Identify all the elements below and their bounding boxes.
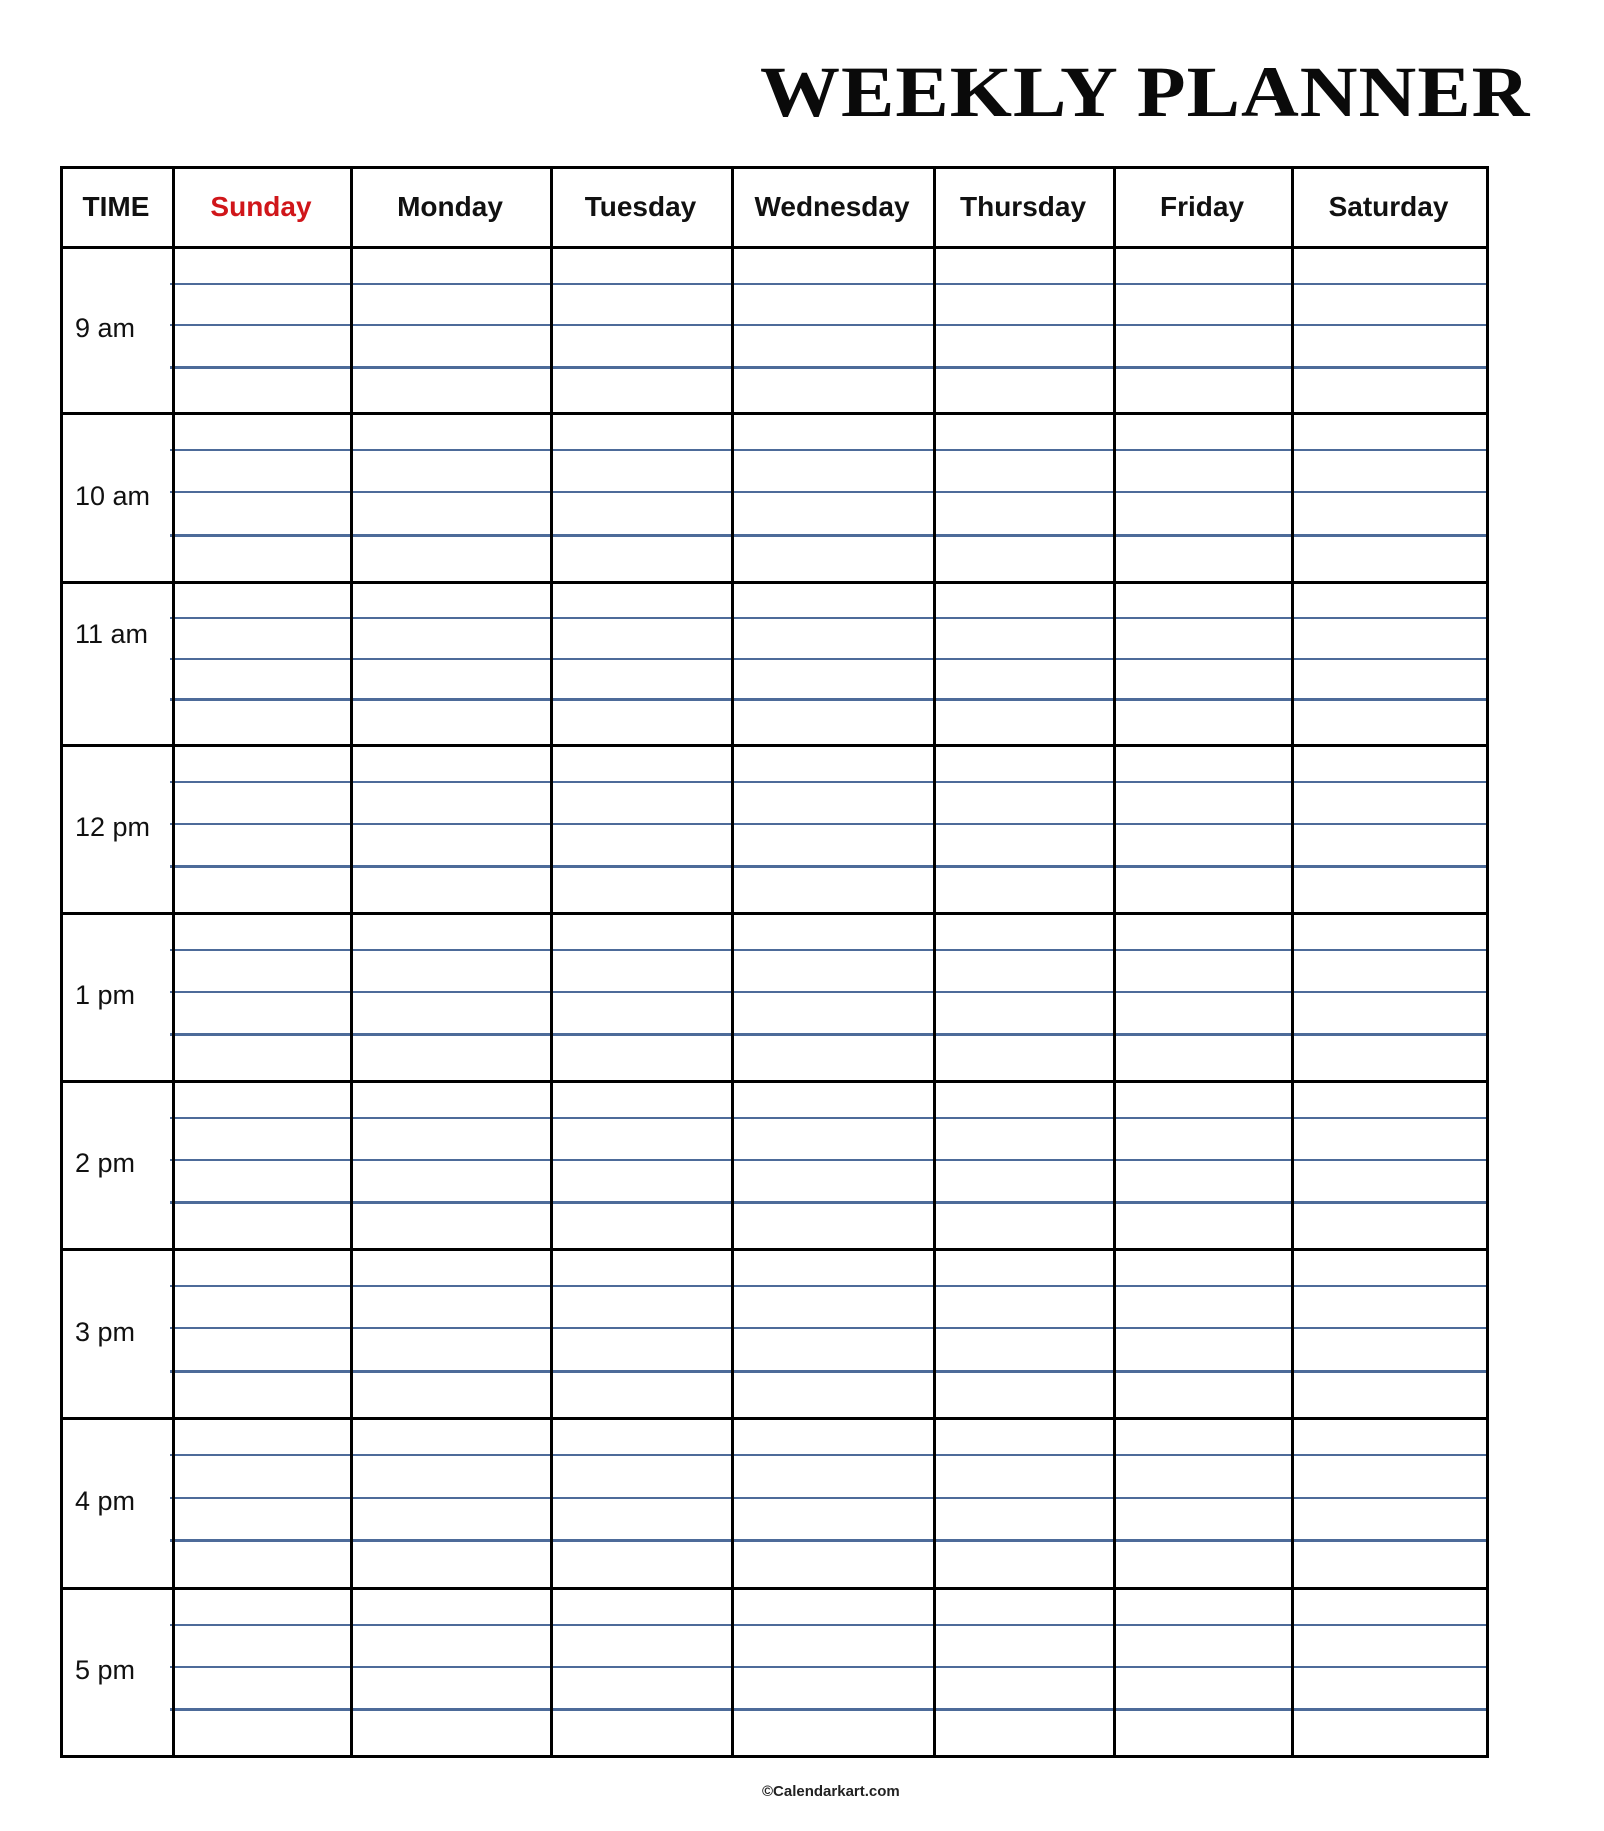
planner-cell[interactable] bbox=[1291, 744, 1486, 912]
planner-cell[interactable] bbox=[350, 412, 550, 581]
row-divider bbox=[60, 581, 1489, 584]
row-divider bbox=[60, 1587, 1489, 1590]
ruled-line bbox=[170, 865, 1486, 868]
planner-cell[interactable] bbox=[172, 1080, 350, 1248]
ruled-line bbox=[170, 658, 1486, 660]
page-title: WEEKLY PLANNER bbox=[760, 52, 1531, 133]
column-divider bbox=[1291, 166, 1294, 1758]
row-divider bbox=[60, 1080, 1489, 1083]
ruled-line bbox=[170, 1285, 1486, 1287]
row-divider bbox=[60, 1755, 1489, 1758]
planner-cell[interactable] bbox=[731, 912, 933, 1080]
time-label: 1 pm bbox=[75, 980, 136, 1010]
planner-cell[interactable] bbox=[933, 1080, 1113, 1248]
planner-cell[interactable] bbox=[1291, 1248, 1486, 1417]
time-label: 2 pm bbox=[75, 1148, 136, 1178]
column-divider bbox=[350, 166, 353, 1758]
planner-cell[interactable] bbox=[550, 1248, 731, 1417]
row-divider bbox=[60, 912, 1489, 915]
planner-cell[interactable] bbox=[1291, 581, 1486, 744]
planner-cell[interactable] bbox=[1291, 412, 1486, 581]
planner-cell[interactable] bbox=[1113, 1417, 1291, 1587]
planner-cell[interactable] bbox=[550, 581, 731, 744]
planner-cell[interactable] bbox=[172, 1248, 350, 1417]
column-divider bbox=[933, 166, 936, 1758]
planner-cell[interactable] bbox=[731, 246, 933, 412]
planner-cell[interactable] bbox=[550, 412, 731, 581]
ruled-line bbox=[170, 1624, 1486, 1626]
ruled-line bbox=[170, 1666, 1486, 1668]
planner-cell[interactable] bbox=[350, 744, 550, 912]
row-divider bbox=[60, 412, 1489, 415]
planner-cell[interactable] bbox=[1113, 744, 1291, 912]
ruled-line bbox=[170, 949, 1486, 951]
planner-cell[interactable] bbox=[350, 246, 550, 412]
column-divider bbox=[172, 166, 175, 1758]
planner-cell[interactable] bbox=[731, 1248, 933, 1417]
row-divider bbox=[60, 166, 1489, 169]
planner-cell[interactable] bbox=[731, 1417, 933, 1587]
planner-cell[interactable] bbox=[1113, 246, 1291, 412]
planner-cell[interactable] bbox=[350, 1080, 550, 1248]
ruled-line bbox=[170, 781, 1486, 783]
planner-cell[interactable] bbox=[933, 1248, 1113, 1417]
ruled-line bbox=[170, 324, 1486, 326]
ruled-line bbox=[170, 1159, 1486, 1161]
copyright-footer: ©Calendarkart.com bbox=[762, 1783, 900, 1800]
planner-cell[interactable] bbox=[172, 412, 350, 581]
header-day-wednesday: Wednesday bbox=[754, 191, 910, 222]
time-label: 9 am bbox=[75, 313, 136, 343]
ruled-line bbox=[170, 1033, 1486, 1036]
ruled-line bbox=[170, 1454, 1486, 1456]
ruled-line bbox=[170, 991, 1486, 993]
planner-cell[interactable] bbox=[1291, 912, 1486, 1080]
planner-cell[interactable] bbox=[550, 912, 731, 1080]
ruled-line bbox=[170, 1327, 1486, 1329]
column-divider bbox=[731, 166, 734, 1758]
planner-cell[interactable] bbox=[550, 1587, 731, 1755]
planner-cell[interactable] bbox=[1291, 1417, 1486, 1587]
planner-cell[interactable] bbox=[350, 1417, 550, 1587]
ruled-line bbox=[170, 1370, 1486, 1373]
row-divider bbox=[60, 246, 1489, 249]
planner-cell[interactable] bbox=[172, 912, 350, 1080]
ruled-line bbox=[170, 491, 1486, 493]
planner-cell[interactable] bbox=[933, 412, 1113, 581]
planner-cell[interactable] bbox=[731, 744, 933, 912]
header-day-thursday: Thursday bbox=[959, 191, 1087, 222]
planner-cell[interactable] bbox=[933, 912, 1113, 1080]
planner-cell[interactable] bbox=[172, 246, 350, 412]
planner-cell[interactable] bbox=[1291, 1080, 1486, 1248]
planner-cell[interactable] bbox=[1113, 1587, 1291, 1755]
planner-cell[interactable] bbox=[1291, 1587, 1486, 1755]
planner-cell[interactable] bbox=[731, 1587, 933, 1755]
time-label: 11 am bbox=[75, 619, 149, 649]
header-day-saturday: Saturday bbox=[1328, 191, 1449, 222]
planner-cell[interactable] bbox=[731, 581, 933, 744]
planner-cell[interactable] bbox=[350, 1587, 550, 1755]
column-divider bbox=[550, 166, 553, 1758]
time-label: 12 pm bbox=[75, 812, 151, 842]
planner-cell[interactable] bbox=[1113, 581, 1291, 744]
time-label: 3 pm bbox=[75, 1316, 136, 1347]
planner-cell[interactable] bbox=[1113, 412, 1291, 581]
ruled-line bbox=[170, 449, 1486, 451]
planner-cell[interactable] bbox=[731, 412, 933, 581]
ruled-line bbox=[170, 698, 1486, 701]
column-divider bbox=[60, 166, 63, 1758]
ruled-line bbox=[170, 617, 1486, 619]
planner-cell[interactable] bbox=[550, 744, 731, 912]
column-divider bbox=[1113, 166, 1116, 1758]
planner-cell[interactable] bbox=[933, 581, 1113, 744]
ruled-line bbox=[170, 1708, 1486, 1711]
row-divider bbox=[60, 744, 1489, 747]
row-divider bbox=[60, 1417, 1489, 1420]
ruled-line bbox=[170, 1117, 1486, 1119]
planner-cell[interactable] bbox=[1113, 912, 1291, 1080]
header-day-sunday: Sunday bbox=[210, 191, 312, 222]
header-time: TIME bbox=[82, 191, 150, 222]
ruled-line bbox=[170, 1201, 1486, 1204]
row-divider bbox=[60, 1248, 1489, 1251]
planner-cell[interactable] bbox=[172, 744, 350, 912]
time-label: 10 am bbox=[75, 480, 151, 511]
planner-cell[interactable] bbox=[1291, 246, 1486, 412]
planner-cell[interactable] bbox=[550, 1417, 731, 1587]
planner-cell[interactable] bbox=[350, 1248, 550, 1417]
planner-cell[interactable] bbox=[350, 912, 550, 1080]
ruled-line bbox=[170, 1539, 1486, 1542]
planner-cell[interactable] bbox=[933, 1417, 1113, 1587]
planner-cell[interactable] bbox=[172, 581, 350, 744]
header-day-monday: Monday bbox=[397, 191, 503, 222]
planner-cell[interactable] bbox=[1113, 1080, 1291, 1248]
planner-cell[interactable] bbox=[933, 1587, 1113, 1755]
header-day-friday: Friday bbox=[1159, 191, 1245, 222]
planner-cell[interactable] bbox=[550, 1080, 731, 1248]
ruled-line bbox=[170, 823, 1486, 825]
planner-cell[interactable] bbox=[350, 581, 550, 744]
planner-cell[interactable] bbox=[933, 744, 1113, 912]
planner-cell[interactable] bbox=[172, 1417, 350, 1587]
planner-cell[interactable] bbox=[933, 246, 1113, 412]
planner-cell[interactable] bbox=[550, 246, 731, 412]
planner-cell[interactable] bbox=[1113, 1248, 1291, 1417]
time-label: 4 pm bbox=[75, 1486, 136, 1516]
ruled-line bbox=[170, 534, 1486, 537]
planner-cell[interactable] bbox=[731, 1080, 933, 1248]
header-day-tuesday: Tuesday bbox=[584, 191, 697, 222]
time-label: 5 pm bbox=[75, 1655, 136, 1685]
planner-cell[interactable] bbox=[172, 1587, 350, 1755]
ruled-line bbox=[170, 1497, 1486, 1499]
ruled-line bbox=[170, 366, 1486, 369]
ruled-line bbox=[170, 283, 1486, 285]
column-divider bbox=[1486, 166, 1489, 1758]
